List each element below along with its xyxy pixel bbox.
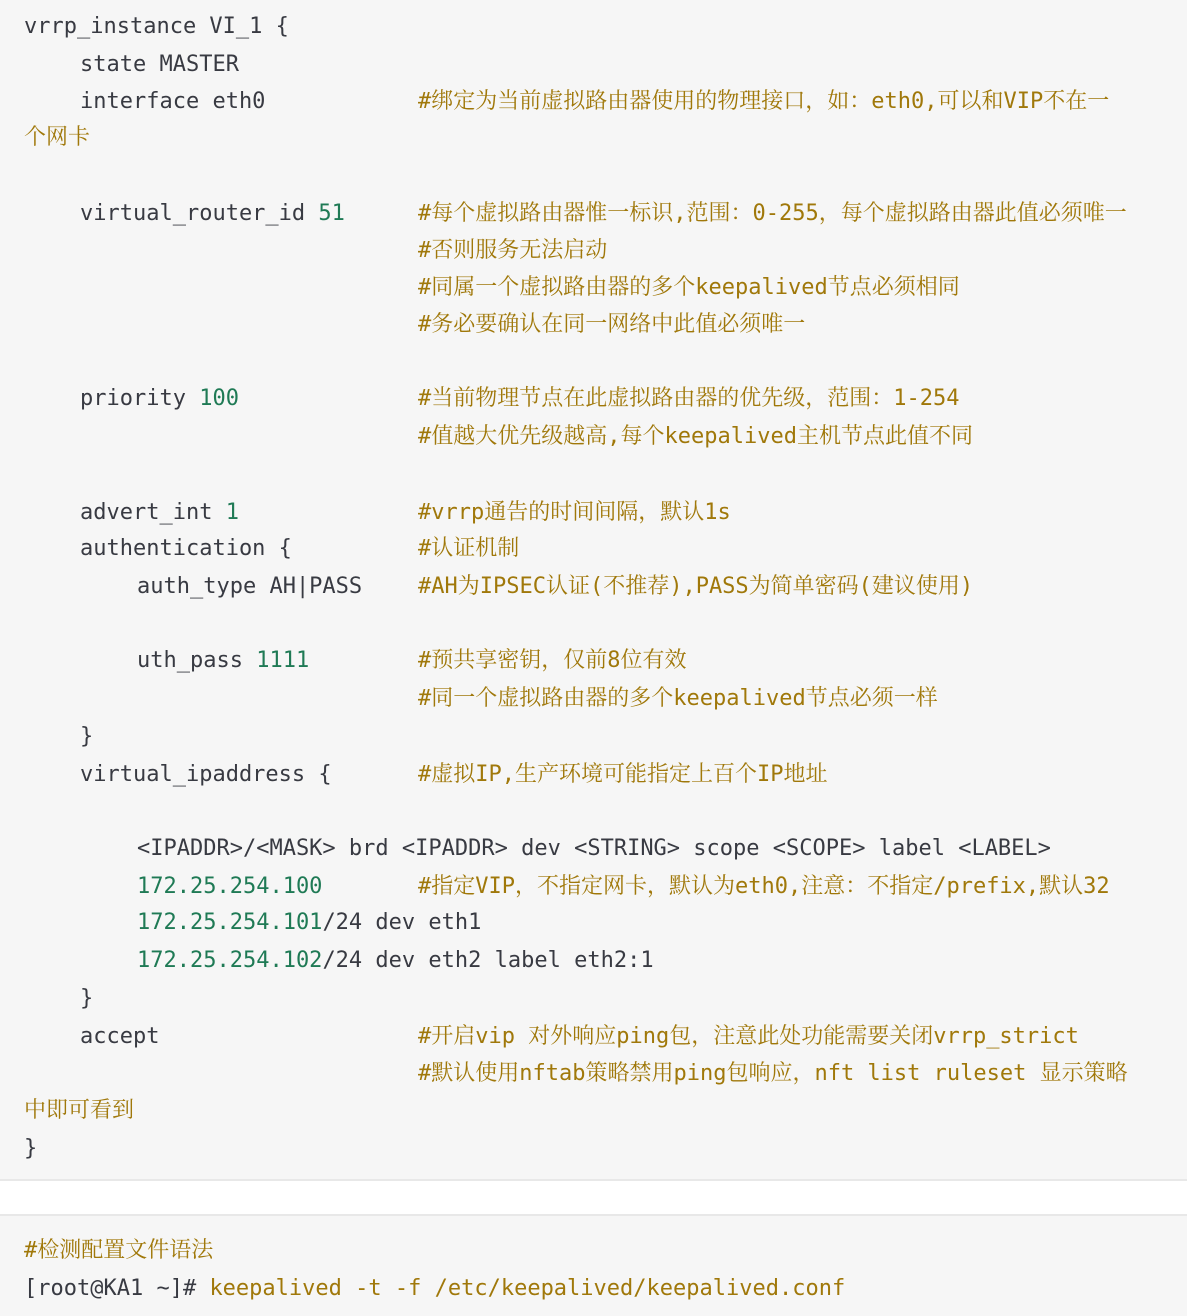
code-comment-wrap: 中即可看到 <box>24 1098 135 1123</box>
code-key: priority <box>80 386 200 411</box>
shell-command-line <box>24 1270 1187 1307</box>
code-comment: #同属一个虚拟路由器的多个keepalived节点必须相同 <box>418 275 960 300</box>
shell-command: keepalived -t -f /etc/keepalived/keepalived.conf <box>209 1276 846 1301</box>
code-comment: #务必要确认在同一网络中此值必须唯一 <box>418 312 806 337</box>
code-line: virtual_ipaddress { <box>80 762 332 787</box>
shell-prompt: [root@KA1 ~]# <box>24 1276 210 1301</box>
code-line: accept <box>80 1024 160 1049</box>
code-line: } <box>80 986 94 1011</box>
code-line <box>24 942 1187 979</box>
code-line: interface eth0 <box>80 89 266 114</box>
code-number: 172.25.254.101 <box>137 910 323 935</box>
code-line: } <box>24 1136 38 1161</box>
code-comment: #当前物理节点在此虚拟路由器的优先级，范围：1-254 <box>418 386 960 411</box>
code-line: } <box>80 724 94 749</box>
code-number: 172.25.254.100 <box>137 874 323 899</box>
code-comment: #绑定为当前虚拟路由器使用的物理接口，如：eth0,可以和VIP不在一 <box>418 89 1110 114</box>
code-key: advert_int <box>80 500 226 525</box>
code-key: virtual_router_id <box>80 201 319 226</box>
code-comment: #默认使用nftab策略禁用ping包响应，nft list ruleset 显示策略 <box>418 1061 1128 1086</box>
code-line: vrrp_instance VI_1 { <box>24 14 289 39</box>
code-number: 100 <box>199 386 239 411</box>
code-line: state MASTER <box>80 52 239 77</box>
code-comment: #每个虚拟路由器惟一标识,范围：0-255，每个虚拟路由器此值必须唯一 <box>418 201 1127 226</box>
code-comment: #预共享密钥，仅前8位有效 <box>418 648 687 673</box>
code-number: 51 <box>318 201 345 226</box>
code-line: authentication { <box>80 536 292 561</box>
code-comment: #值越大优先级越高,每个keepalived主机节点此值不同 <box>418 424 973 449</box>
code-comment: #AH为IPSEC认证(不推荐),PASS为简单密码(建议使用) <box>418 574 974 599</box>
command-code-block <box>0 1214 1187 1316</box>
code-comment: #开启vip 对外响应ping包，注意此处功能需要关闭vrrp_strict <box>418 1024 1079 1049</box>
code-number: 1 <box>225 500 239 525</box>
code-comment-wrap: 个网卡 <box>24 125 91 150</box>
code-comment: #虚拟IP,生产环境可能指定上百个IP地址 <box>418 762 828 787</box>
code-comment: #指定VIP，不指定网卡，默认为eth0,注意：不指定/prefix,默认32 <box>418 874 1110 899</box>
code-number: 172.25.254.102 <box>137 948 323 973</box>
code-key: uth_pass <box>137 648 257 673</box>
code-comment: #否则服务无法启动 <box>418 238 608 263</box>
code-line <box>24 904 1187 941</box>
code-comment: #vrrp通告的时间间隔，默认1s <box>418 500 731 525</box>
code-comment: #同一个虚拟路由器的多个keepalived节点必须一样 <box>418 686 938 711</box>
code-comment: #检测配置文件语法 <box>24 1238 214 1263</box>
code-text: /24 dev eth1 <box>322 910 482 935</box>
code-text: /24 dev eth2 label eth2:1 <box>322 948 654 973</box>
code-line: auth_type AH|PASS <box>137 574 363 599</box>
code-comment: #认证机制 <box>418 536 520 561</box>
code-number: 1111 <box>256 648 310 673</box>
code-line: <IPADDR>/<MASK> brd <IPADDR> dev <STRING> scope <SCOPE> label <LABEL> <box>137 836 1051 861</box>
